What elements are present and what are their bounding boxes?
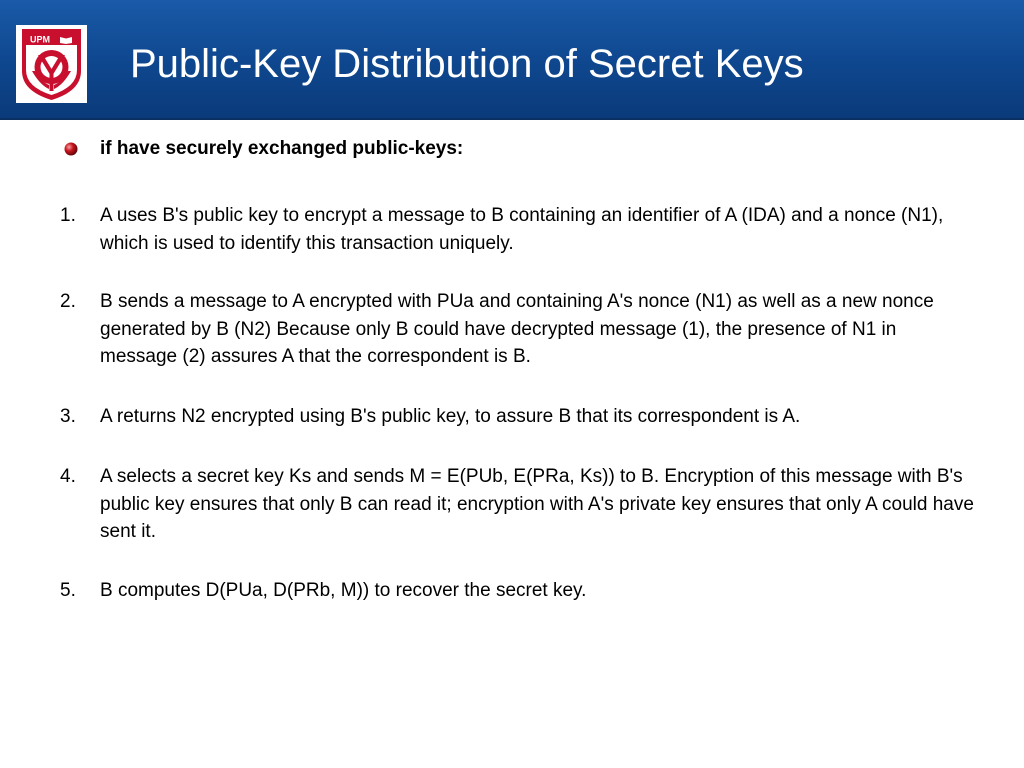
list-item-number: 2. (60, 291, 76, 312)
red-sphere-bullet-icon (64, 142, 78, 156)
slide-header (0, 0, 1024, 120)
list-item-number: 5. (60, 580, 76, 601)
list-item-text: B sends a message to A encrypted with PUa and containing A's nonce (N1) as well as a new nonce generated by B (N2) Because only B could have decrypted message (1), the presence of N1 in message (2) assures A that the correspondent is B. (100, 291, 934, 367)
list-item-text: A uses B's public key to encrypt a message to B containing an identifier of A (IDA) and a nonce (N1), which is used to identify this transaction uniquely. (100, 205, 944, 254)
upm-crest-icon (16, 25, 87, 103)
list-item-text: A selects a secret key Ks and sends M = E(PUb, E(PRa, Ks)) to B. Encryption of this message with B's public key ensures that only B can read it; encryption with A's private key ensures that only A could have sent it. (100, 466, 974, 542)
list-item-text: A returns N2 encrypted using B's public key, to assure B that its correspondent is A. (100, 406, 801, 427)
list-item-number: 4. (60, 466, 76, 487)
list-item-number: 1. (60, 205, 76, 226)
bullet-text: if have securely exchanged public-keys: (100, 138, 464, 159)
slide-title: Public-Key Distribution of Secret Keys (130, 42, 804, 86)
logo-text: UPM (30, 34, 50, 45)
list-item-number: 3. (60, 406, 76, 427)
upm-logo (16, 25, 87, 103)
list-item-text: B computes D(PUa, D(PRb, M)) to recover the secret key. (100, 580, 587, 601)
